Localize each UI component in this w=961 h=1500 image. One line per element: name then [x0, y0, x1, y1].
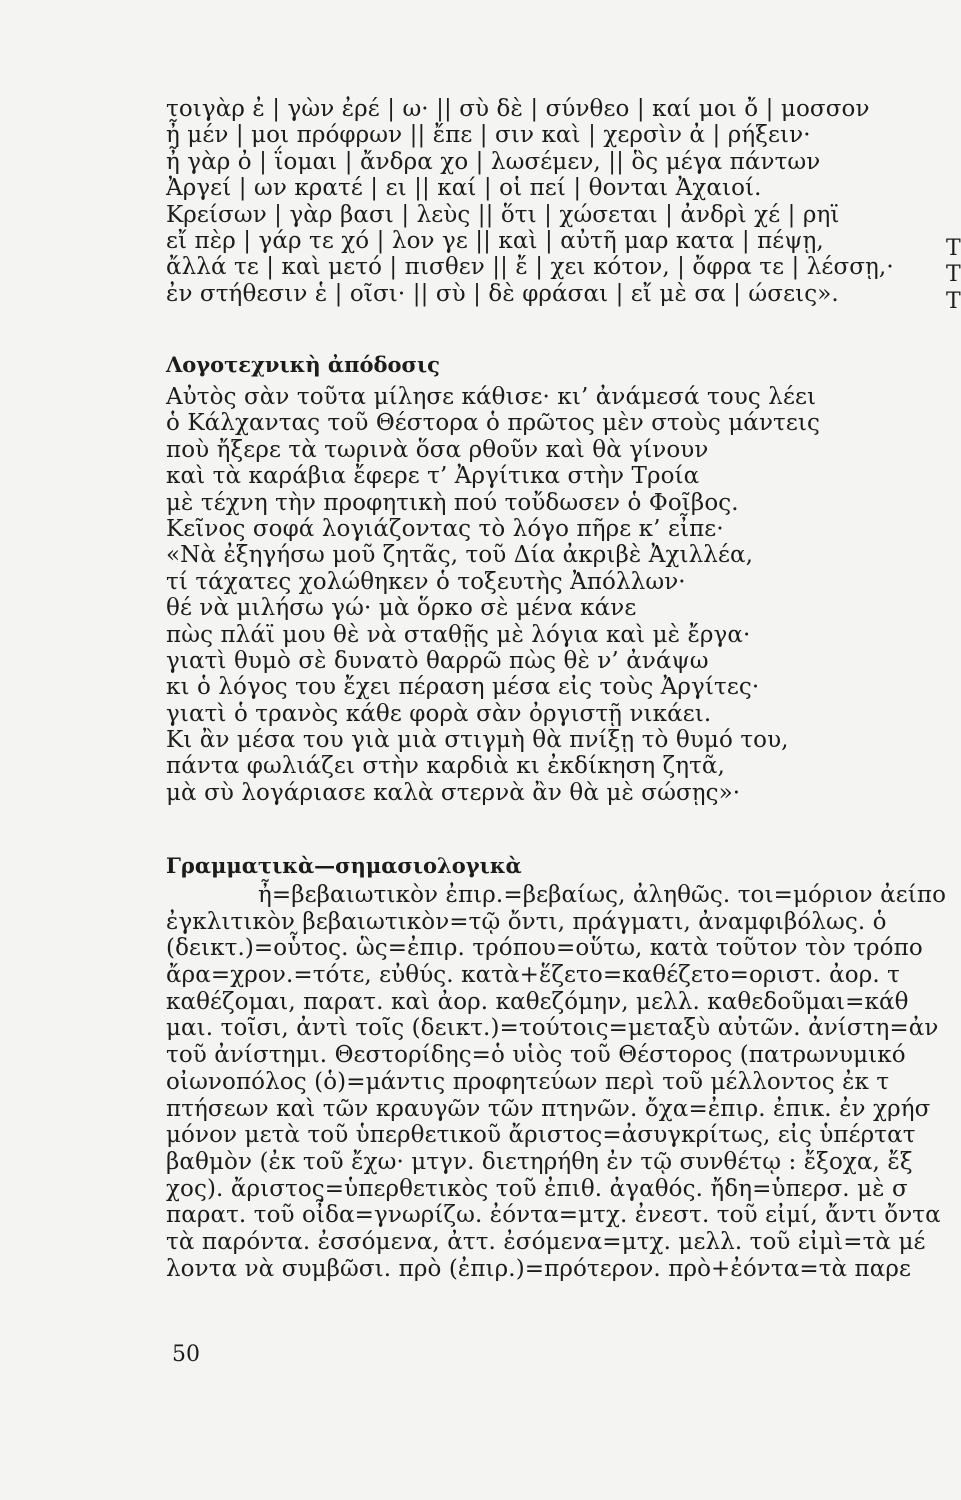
verse-line: τοιγὰρ ἐ | γὼν ἐρέ | ω· || σὺ δὲ | σύνθεο | καί μοι ὄ | μοσσον — [166, 96, 870, 122]
translation-line: ποὺ ἤξερε τὰ τωρινὰ ὅσα ρθοῦν καὶ θὰ γίνουν — [166, 436, 709, 463]
page-number: 50 — [172, 1342, 200, 1367]
translation-line: γιατὶ ὁ τρανὸς κάθε φορὰ σὰν ὀργιστῇ νικάει. — [166, 700, 712, 727]
literary-translation-block — [166, 384, 956, 806]
notes-line: ἐγκλιτικὸν βεβαιωτικὸν=τῷ ὄντι, πράγματι, ἀναμφιβόλως. ὁ — [166, 908, 887, 935]
notes-line: μαι. τοῖσι, ἀντὶ τοῖς (δεικτ.)=τούτοις=μεταξὺ αὐτῶν. ἀνίστη=ἀν — [166, 1015, 939, 1042]
notes-line: τοῦ ἀνίστημι. Θεστορίδης=ὁ υἱὸς τοῦ Θέστορος (πατρωνυμικό — [166, 1042, 906, 1069]
notes-line: οἰωνοπόλος (ὁ)=μάντις προφητεύων περὶ τοῦ μέλλοντος ἐκ τ — [166, 1068, 890, 1095]
translation-line: γιατὶ θυμὸ σὲ δυνατὸ θαρρῶ πὼς θὲ ν’ ἀνάψω — [166, 647, 709, 674]
translation-heading: Λογοτεχνικὴ ἀπόδοσις — [166, 352, 440, 377]
margin-mark: T — [946, 288, 961, 314]
notes-line: χος). ἄριστος=ὑπερθετικὸς τοῦ ἐπιθ. ἀγαθός. ἤδη=ὑπερσ. μὲ σ — [166, 1175, 908, 1202]
notes-line: ἦ=βεβαιωτικὸν ἐπιρ.=βεβαίως, ἀληθῶς. τοι=μόριον ἀείπο — [258, 882, 947, 908]
translation-line: πάντα φωλιάζει στὴν καρδιὰ κι ἐκδίκηση ζητᾶ, — [166, 753, 725, 780]
translation-line: κι ὁ λόγος του ἔχει πέραση μέσα εἰς τοὺς Ἀργίτες· — [166, 674, 760, 701]
verse-line: ἄλλά τε | καὶ μετό | πισθεν || ἔ | χει κότον, | ὄφρα τε | λέσσῃ,· — [166, 254, 894, 281]
notes-line: πτήσεων καὶ τῶν κραυγῶν τῶν πτηνῶν. ὄχα=ἐπιρ. ἐπικ. ἐν χρήσ — [166, 1095, 931, 1122]
translation-line: καὶ τὰ καράβια ἔφερε τ’ Ἀργίτικα στὴν Τροία — [166, 463, 700, 490]
translation-line: πὼς πλάϊ μου θὲ νὰ σταθῇς μὲ λόγια καὶ μὲ ἔργα· — [166, 621, 751, 648]
verse-line: Ἀργεί | ων κρατέ | ει || καί | οἱ πεί | θονται Ἀχαιοί. — [166, 175, 762, 202]
translation-line: θέ νὰ μιλήσω γώ· μὰ ὅρκο σὲ μένα κάνε — [166, 595, 637, 622]
homeric-verse-block — [166, 96, 961, 307]
translation-line: Κι ἂν μέσα του γιὰ μιὰ στιγμὴ θὰ πνίξῃ τὸ θυμό του, — [166, 727, 789, 754]
translation-line: Αὐτὸς σὰν τοῦτα μίλησε κάθισε· κι’ ἀνάμεσά τους λέει — [166, 384, 817, 410]
grammar-notes-block — [166, 882, 956, 1282]
margin-mark: T — [946, 236, 961, 261]
verse-line: Κρείσων | γὰρ βασι | λεὺς || ὅτι | χώσεται | ἀνδρὶ χέ | ρηϊ — [166, 201, 840, 228]
margin-marks — [946, 236, 961, 315]
verse-line: ἐν στήθεσιν ἑ | οῖσι· || σὺ | δὲ φράσαι | εἴ μὲ σα | ώσεις». — [166, 280, 839, 307]
verse-line: ἦ μέν | μοι πρόφρων || ἔπε | σιν καὶ | χερσὶν ἀ | ρήξειν· — [166, 122, 811, 149]
verse-line: ἦ γὰρ ὀ | ΐομαι | ἄνδρα χο | λωσέμεν, || ὃς μέγα πάντων — [166, 148, 821, 175]
notes-line: μόνον μετὰ τοῦ ὑπερθετικοῦ ἄριστος=ἀσυγκρίτως, εἰς ὑπέρτατ — [166, 1122, 916, 1149]
notes-line: καθέζομαι, παρατ. καὶ ἀορ. καθεζόμην, μελλ. καθεδοῦμαι=κάθ — [166, 988, 909, 1015]
notes-line: παρατ. τοῦ οἶδα=γνωρίζω. ἐόντα=μτχ. ἐνεστ. τοῦ εἰμί, ἄντι ὄντα — [166, 1202, 941, 1229]
translation-line: Κεῖνος σοφά λογιάζοντας τὸ λόγο πῆρε κ’ εἶπε· — [166, 515, 724, 542]
notes-line: (δεικτ.)=οὗτος. ὣς=ἐπιρ. τρόπου=οὕτω, κατὰ τοῦτον τὸν τρόπο — [166, 935, 923, 962]
notes-heading: Γραμματικὰ—σημασιολογικὰ — [166, 853, 522, 878]
verse-line: εἴ πὲρ | γάρ τε χό | λον γε || καὶ | αὐτῆ μαρ κατα | πέψῃ, — [166, 227, 824, 254]
translation-line: ὁ Κάλχαντας τοῦ Θέστορα ὁ πρῶτος μὲν στοὺς μάντεις — [166, 410, 820, 437]
translation-line: «Νὰ ἐξηγήσω μοῦ ζητᾶς, τοῦ Δία ἀκριβὲ Ἀχιλλέα, — [166, 542, 754, 569]
notes-line: ἄρα=χρον.=τότε, εὐθύς. κατὰ+ἕζετο=καθέζετο=οριστ. ἀορ. τ — [166, 962, 900, 989]
translation-line: μὰ σὺ λογάριασε καλὰ στερνὰ ἂν θὰ μὲ σώσῃς»· — [166, 779, 741, 806]
translation-line: μὲ τέχνη τὴν προφητικὴ πού τοὔδωσεν ὁ Φοῖβος. — [166, 489, 739, 516]
margin-mark: T — [946, 262, 961, 288]
translation-line: τί τάχατες χολώθηκεν ὁ τοξευτὴς Ἀπόλλων· — [166, 568, 686, 595]
notes-line: βαθμὸν (ἐκ τοῦ ἔχω· μτγν. διετηρήθη ἐν τῷ συνθέτῳ : ἔξοχα, ἔξ — [166, 1148, 913, 1175]
notes-line: τὰ παρόντα. ἐσσόμενα, ἀττ. ἐσόμενα=μτχ. μελλ. τοῦ εἰμὶ=τὰ μέ — [166, 1228, 926, 1255]
notes-line: λοντα νὰ συμβῶσι. πρὸ (ἐπιρ.)=πρότερον. πρὸ+ἐόντα=τὰ παρε — [166, 1255, 912, 1282]
